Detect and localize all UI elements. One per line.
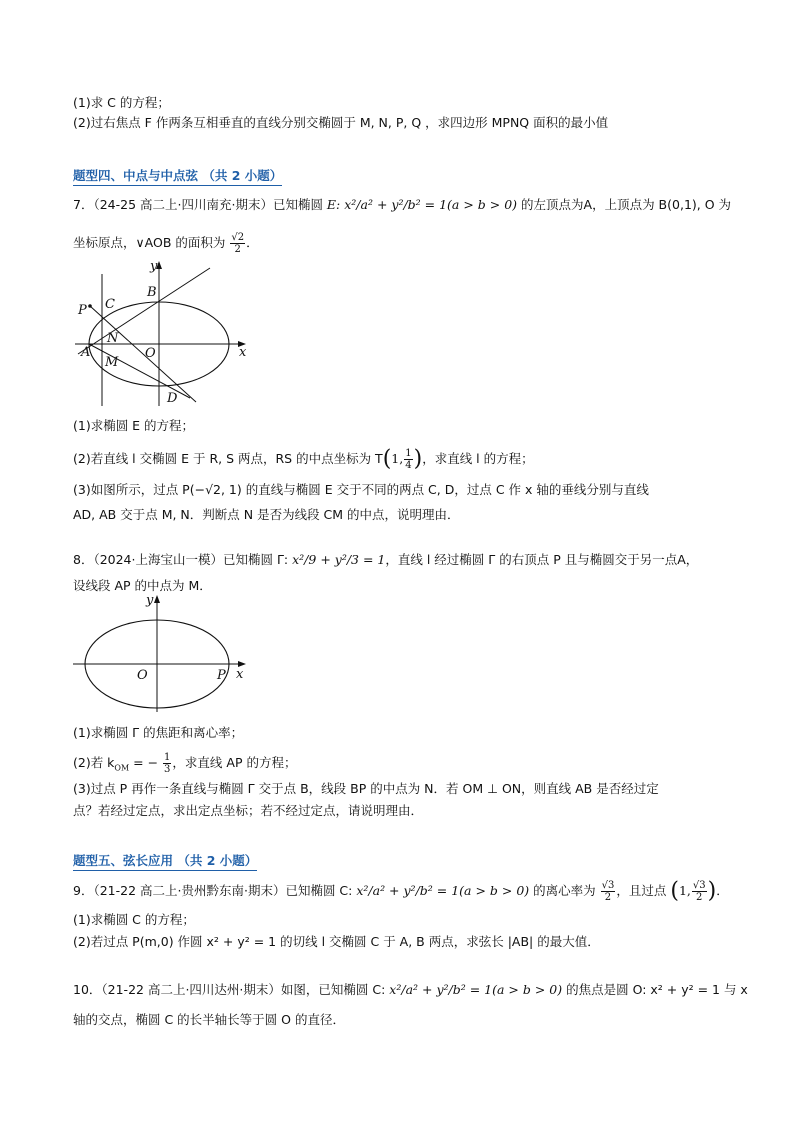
fraction [404, 448, 412, 471]
fraction-denominator: 2 [604, 892, 612, 903]
paren-close: ) [413, 446, 423, 472]
label-c: C [105, 297, 115, 312]
problem-7-q2 [73, 448, 534, 471]
problem-8-q3-line-2: 点？若经过定点，求出定点坐标；若不经过定点，请说明理由． [73, 803, 424, 818]
fraction-numerator: √3 [692, 880, 706, 891]
fraction [163, 752, 171, 775]
text: 10．（21-22 高二上·四川达州·期末）如图，已知椭圆 C: [73, 982, 390, 997]
problem-7-line-1 [73, 196, 731, 214]
text: ，求直线 l 的方程； [422, 451, 534, 466]
problem-9-equation: x²/a² + y²/b² = 1(a > b > 0) [356, 883, 530, 898]
fraction-numerator: √2 [231, 232, 245, 243]
problem-10-equation: x²/a² + y²/b² = 1(a > b > 0) [389, 982, 563, 997]
label-p: P [78, 303, 87, 318]
problem-8-line-1 [73, 551, 698, 569]
question-line: (1)求 C 的方程； [73, 95, 170, 110]
line-ab [78, 268, 210, 354]
text: 坐标原点，∨AOB 的面积为 [73, 235, 230, 250]
text: 1, [391, 451, 404, 466]
label-y: y [150, 259, 158, 274]
problem-9-q1: (1)求椭圆 C 的方程； [73, 912, 195, 927]
line-pd [90, 306, 196, 402]
fraction-denominator: 2 [696, 892, 703, 903]
section-heading: 题型四、中点与中点弦 （共 2 小题） [73, 166, 282, 186]
question-line: (2)过右焦点 F 作两条互相垂直的直线分别交椭圆于 M, N, P, Q ，求四边形 MPNQ 面积的最小值 [73, 115, 609, 130]
subscript: OM [114, 763, 130, 773]
label-o: O [137, 668, 148, 683]
text: (2)若 k [73, 755, 115, 770]
problem-8-q3-line-1: (3)过点 P 再作一条直线与椭圆 Γ 交于点 B，线段 BP 的中点为 N．若 OM ⊥ ON，则直线 AB 是否经过定 [73, 781, 659, 796]
text: 的焦点是圆 O: x² + y² = 1 与 x [562, 982, 748, 997]
fraction [230, 232, 245, 255]
point-p [88, 304, 92, 308]
label-y: y [146, 593, 154, 608]
paren-open: ( [382, 446, 392, 472]
label-a: A [81, 345, 91, 360]
label-p: P [217, 668, 226, 683]
fraction-denominator: 4 [405, 460, 412, 471]
paren-open: ( [670, 878, 679, 904]
text: ，求直线 AP 的方程； [172, 755, 297, 770]
problem-10-line-2: 轴的交点，椭圆 C 的长半轴长等于圆 O 的直径． [73, 1012, 345, 1027]
y-axis-arrow [154, 595, 160, 603]
section-heading: 题型五、弦长应用 （共 2 小题） [73, 851, 257, 871]
label-b: B [147, 285, 157, 300]
problem-10-line-1 [73, 981, 748, 999]
problem-7-mid: 的左顶点为A，上顶点为 B(0,1), O 为 [517, 197, 732, 212]
fraction-numerator: 1 [405, 448, 412, 459]
fraction-denominator: 2 [234, 244, 241, 255]
text: 1, [678, 883, 691, 898]
problem-7-line-2 [73, 232, 259, 255]
problem-8-equation: x²/9 + y²/3 = 1 [292, 552, 386, 567]
fraction-numerator: 1 [164, 752, 171, 763]
problem-9-q2: (2)若过点 P(m,0) 作圆 x² + y² = 1 的切线 l 交椭圆 C 于 A, B 两点，求弦长 |AB| 的最大值． [73, 934, 600, 949]
fraction [692, 880, 707, 903]
paren-close: ) [707, 878, 717, 904]
problem-7-head: 7．（24-25 高二上·四川南充·期末）已知椭圆 [73, 197, 327, 212]
label-d: D [167, 391, 178, 406]
problem-7-q3-line-1: (3)如图所示，过点 P(−√2, 1) 的直线与椭圆 E 交于不同的两点 C, D，过点 C 作 x 轴的垂线分别与直线 [73, 482, 649, 497]
label-o: O [145, 346, 156, 361]
label-m: M [105, 355, 119, 370]
problem-8-line-2: 设线段 AP 的中点为 M． [73, 578, 212, 593]
text: = − [129, 755, 163, 770]
text: 9．（21-22 高二上·贵州黔东南·期末）已知椭圆 C: [73, 883, 357, 898]
problem-7-figure [70, 256, 255, 408]
text: ． [246, 235, 259, 250]
problem-7-q1: (1)求椭圆 E 的方程； [73, 418, 195, 433]
fraction-denominator: 3 [164, 764, 171, 775]
fraction-numerator: √3 [601, 880, 615, 891]
text: ，直线 l 经过椭圆 Γ 的右顶点 P 且与椭圆交于另一点A， [385, 552, 699, 567]
problem-8-q1: (1)求椭圆 Γ 的焦距和离心率； [73, 725, 244, 740]
text: ，且过点 [616, 883, 671, 898]
line-ad [89, 344, 190, 398]
problem-7-q3-line-2: AD, AB 交于点 M, N．判断点 N 是否为线段 CM 的中点，说明理由． [73, 507, 460, 522]
fraction [601, 880, 616, 903]
text: 8．（2024·上海宝山一模）已知椭圆 Γ: [73, 552, 293, 567]
label-x: x [236, 667, 244, 682]
label-x: x [239, 345, 247, 360]
text: 的离心率为 [529, 883, 600, 898]
label-n: N [107, 331, 119, 346]
problem-8-figure [70, 592, 255, 714]
problem-7-equation: E: x²/a² + y²/b² = 1(a > b > 0) [326, 197, 518, 212]
text: (2)若直线 l 交椭圆 E 于 R, S 两点，RS 的中点坐标为 T [73, 451, 383, 466]
text: ． [716, 883, 729, 898]
problem-8-q2 [73, 752, 296, 778]
problem-9-line-1 [73, 880, 729, 903]
